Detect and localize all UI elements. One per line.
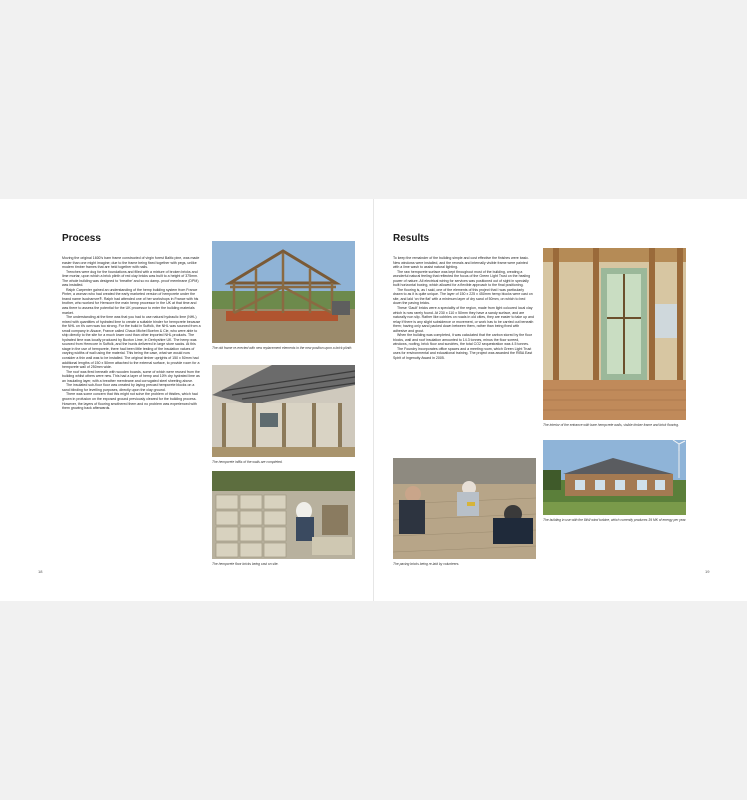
results-paragraph: The raw hempcrete surface was kept throughout most of the building, creating a wonderful natural feeling that reflected the focus of the Green Light Trust on the healing power of nature. All electrical wiring for services was positioned out of sight in specially built horizontal boxing, which allowed for a flexible approach to the final positioning. — [393, 269, 531, 288]
caption-volunteers: The paving bricks being re-laid by volunteers. — [393, 562, 460, 566]
results-paragraph: To keep the remainder of the building simple and cost effective the finishes were basic. New windows were installed, and the reveals and internally visible frame were painted with a lime wash to assist natural lighting. — [393, 256, 529, 270]
process-paragraph: The roof was fired beneath with wooden boards, some of which were reused from the building whilst others were new. This had a layer of hemp and 10% dry hydrated lime as an insulating layer, with a breather membrane and corrugated steel sheeting above. — [62, 369, 200, 383]
process-paragraph: There was some concern that this might not solve the problem of thistles, which had grown in profusion on the exposed ground previously cleared for the building process. However, the layers of flooring smothered them and no problem was experienced with them growing back afterwards. — [62, 392, 198, 411]
process-paragraph: The insulated sub-floor floor was created by laying precast hempcrete blocks on a sand blinding for levelling purposes, directly upon the clay ground. — [62, 383, 195, 392]
caption-casting-bricks: The hempcrete floor bricks being cast on site. — [212, 562, 279, 566]
photo-volunteers — [393, 458, 536, 559]
process-paragraph: Trenches were dug for the foundations and filled with a mixture of broken bricks and lime mortar, upon which a brick plinth of red clay bricks was built to a height of 375mm. The whole building was designed to ‘breathe’ and so no damp- proof membrane (DPM) was installed. — [62, 269, 199, 288]
caption-hempcrete-walls: The hempcrete infills of the walls are completed. — [212, 460, 283, 464]
caption-building-turbine: The building in use with the 8kW wind turbine, which currently produces 39 MK of energy per year. — [543, 518, 687, 522]
photo-hempcrete-walls — [212, 365, 355, 457]
results-paragraph: These ‘Gault’ bricks were a speciality of the region, made from light coloured local clay which is now rarely found. At 230 x 110 x 50mm they have a sandy surface, and are naturally non slip. Rather like cobbles on roads in old cities, they are easier to take up and relay if there is any slight subsidence or movement, or work has to be carried out beneath them; having only sand packed down between them, rather than being fixed with adhesive and grout. — [393, 306, 534, 333]
photo-casting-bricks — [212, 471, 355, 559]
photo-barn-frame — [212, 241, 355, 343]
process-paragraph: The understanding at the time was that you had to use natural hydraulic lime (NHL) mixed with quantities of hydrated lime to create a suitable binder for hempcrete because the NHL on it’s own was too strong. For the build in Suffolk, the NHL was sourced from a small company in Alsace, France called Chaux Michel Boehm & Cie, who were able to ship directly to the site for a much lower cost than other imported NHL products. The hydrated lime was locally produced by Buxton Lime, in Derbyshire UK. The hemp was sourced from Hemcore in Suffolk, and the hurds delivered in large store sacks. At this stage in the use of hempcrete, there had been little testing of the insulation values of varying widths of wall using the material. This being the case, what we would now consider a thin wall was to be installed. The original timber uprights of 150 x 50mm had additional lengths of 150 x 50mm attached to the external surface, to provide room for a hempcrete wall of 250mm wide. — [62, 315, 201, 370]
process-paragraph: Ralph Carpenter gained an understanding of the hemp building system from France Pinter, a woman who had created the early marketed version of hempcrete under the brand name Isochanvre®. Ralph had attended one of her workshops in France with his brother, who worked for Hemcore the main hemp processor in the UK at that time and was there to assess the potential for the UK processor to enter the building materials market. — [62, 287, 199, 315]
book-spread — [0, 199, 747, 601]
caption-barn-frame: The old frame re-erected with new replacement elements in the new position upon a brick plinth. — [212, 346, 353, 350]
page-number-left: 18 — [38, 569, 43, 574]
results-paragraph: The flooring is, as I said, one of the elements of this project that I was particularly drawn to as it is quite unique. The layer of 150 x 225 x 450mm hemp blocks were cast on site, and laid ‘on the flat’ with a minimum layer of dry sand of 50mm, on which to bed down the paving bricks. — [393, 287, 533, 306]
caption-interior: The interior of the entrance with bare hempcrete walls, visible timber frame and brick flooring. — [543, 423, 679, 427]
photo-building-turbine — [543, 440, 686, 515]
right-page — [374, 199, 747, 601]
process-text — [62, 256, 203, 411]
results-paragraph: The Foundry incorporates office spaces and a meeting room, which Green Light Trust uses for environmental and educational training. The project was awarded the RIBA East Spirit of Ingenuity Award in 2005. — [393, 346, 533, 361]
results-paragraph: When the building was completed, it was calculated that the carbon stored by the floor blocks, wall and roof insulation amounted to 14.3 tonnes, minus the floor screed, windows, roofing, brick floor and sundries, the total CO2 sequestration was 4.5 tonnes. — [393, 333, 533, 347]
results-heading: Results — [393, 233, 430, 244]
process-heading: Process — [62, 233, 101, 244]
process-paragraph: Moving the original 1600’s barn frame constructed of virgin forest Baltic pine, was made easier than one might imagine; due to the frame being fixed together with pegs, unlike modern timber frames that are held together with nails. — [62, 256, 200, 270]
results-text — [393, 256, 534, 361]
page-number-right: 19 — [705, 569, 710, 574]
photo-interior — [543, 248, 686, 420]
left-page — [0, 199, 373, 601]
